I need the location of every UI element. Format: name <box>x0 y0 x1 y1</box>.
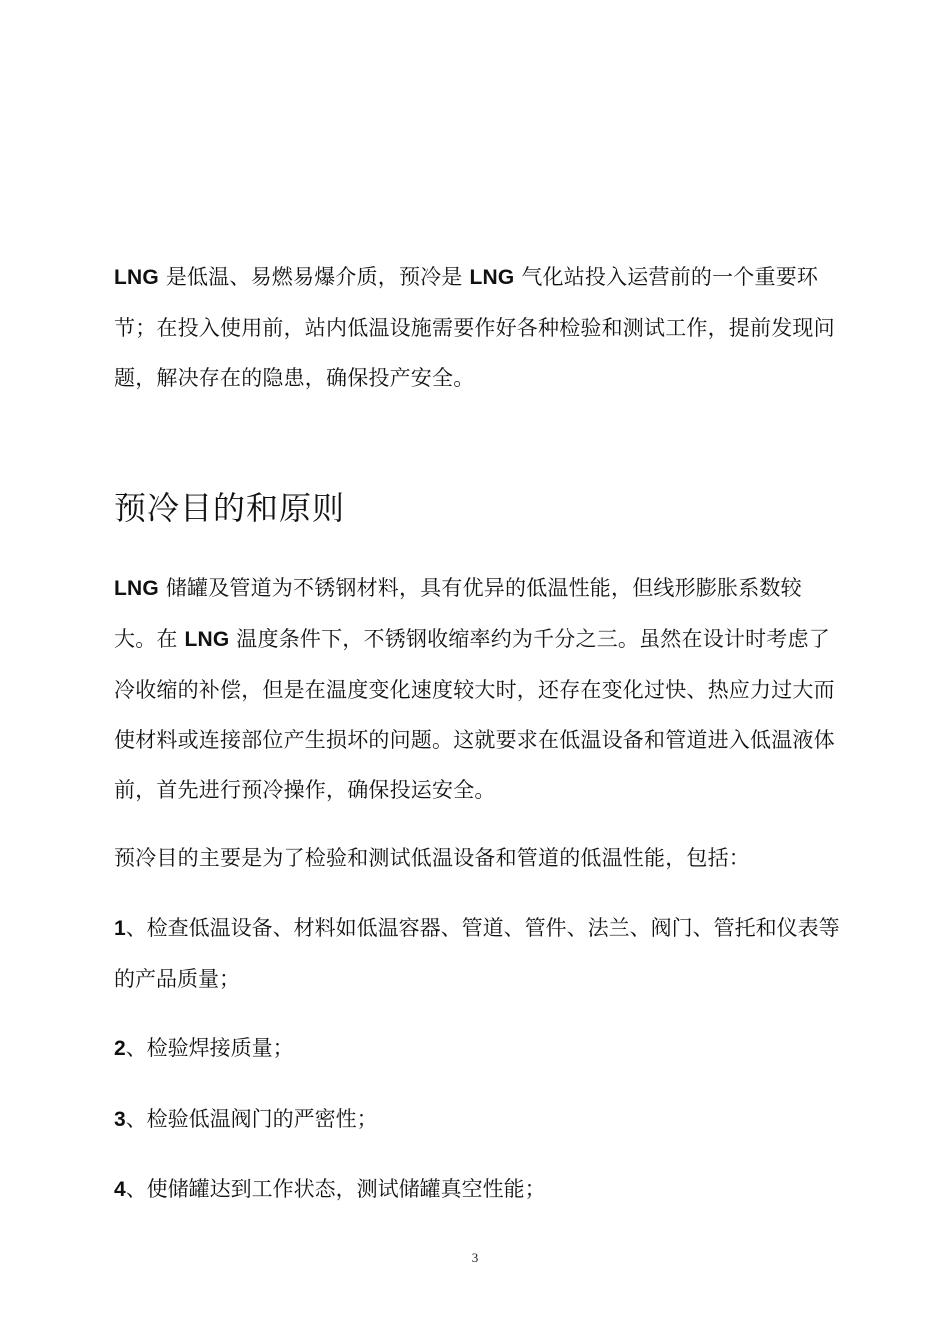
paragraph-text-part-2: 温度条件下，不锈钢收缩率约为千分之三。虽然在设计时考虑了冷收缩的补偿，但是在温度变化速度较大时，还存在变化过快、热应力过大而使材料或连接部位产生损坏的问题。这就要求在低温设备和管道进入低温液体前，首先进行预冷操作，确保投运安全。 <box>114 627 835 802</box>
list-item <box>114 1164 842 1215</box>
section-paragraph-2: 预冷目的主要是为了检验和测试低温设备和管道的低温性能，包括： <box>114 846 750 870</box>
lng-term: LNG <box>114 266 159 289</box>
page-number: 3 <box>471 1250 479 1265</box>
intro-paragraph <box>114 252 842 403</box>
intro-text-part-1: 是低温、易燃易爆介质，预冷是 <box>158 265 470 289</box>
list-item-number: 3 <box>114 1108 126 1131</box>
intro-text-part-2: 气化站投入运营前的一个重要环节；在投入使用前，站内低温设施需要作好各种检验和测试工作，提前发现问题，解决存在的隐患，确保投产安全。 <box>114 265 835 390</box>
list-item-number: 1 <box>114 917 126 940</box>
section-paragraph-1 <box>114 563 842 815</box>
list-item-text: 、检验焊接质量； <box>125 1036 294 1060</box>
paragraph-text-part-1: 储罐及管道为不锈钢材料，具有优异的低温性能，但线形膨胀系数较大。在 <box>114 576 802 651</box>
lng-term: LNG <box>114 577 159 600</box>
list-item-text: 、检验低温阀门的严密性； <box>125 1107 378 1131</box>
lng-term: LNG <box>469 266 515 289</box>
section-heading: 预冷目的和原则 <box>114 489 346 527</box>
list-item <box>114 1094 842 1145</box>
lng-term: LNG <box>184 628 230 651</box>
list-item-number: 4 <box>114 1178 126 1201</box>
list-item-text: 、使储罐达到工作状态，测试储罐真空性能； <box>125 1177 546 1201</box>
list-item <box>114 1023 842 1074</box>
list-item-text: 、检查低温设备、材料如低温容器、管道、管件、法兰、阀门、管托和仪表等的产品质量； <box>114 916 840 991</box>
list-item-number: 2 <box>114 1037 126 1060</box>
list-item <box>114 903 842 1004</box>
